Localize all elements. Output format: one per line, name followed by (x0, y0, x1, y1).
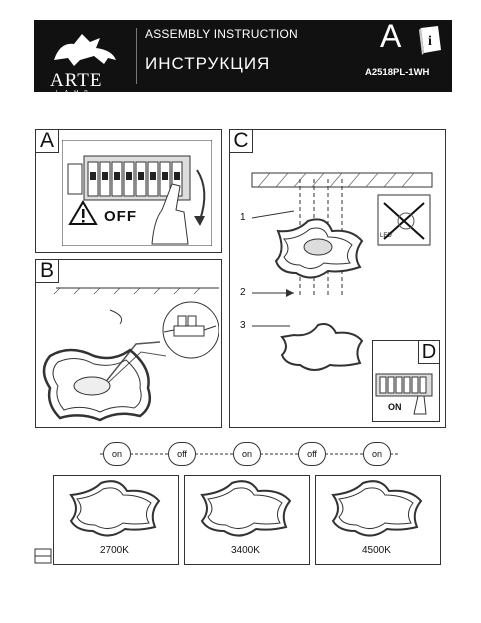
svg-text:i: i (428, 34, 432, 49)
header-divider (136, 28, 137, 84)
wiring-connection-illustration (36, 282, 219, 425)
manual-book-icon (418, 24, 444, 56)
led-label: LED (380, 233, 392, 239)
header-bar (34, 18, 452, 96)
brand-subtitle: LAMP (56, 90, 94, 96)
warning-triangle-icon (68, 200, 98, 226)
callout-3: 3 (240, 320, 246, 331)
panel-d-label-box (418, 340, 440, 364)
panel-b-label: B (36, 260, 59, 283)
breaker-on-illustration (374, 368, 436, 416)
section-letter: A (380, 18, 402, 54)
model-code: A2518PL-1WH (365, 67, 430, 78)
switch-state-3: on (233, 442, 261, 466)
switch-state-2: off (168, 442, 196, 466)
panel-d-label: D (421, 341, 437, 363)
brand-name: ARTE (50, 70, 103, 91)
temp-label-1: 2700K (100, 545, 129, 556)
breaker-off-illustration (62, 140, 212, 246)
switch-state-4: off (298, 442, 326, 466)
panel-a-label: A (36, 130, 59, 153)
temp-label-3: 4500K (362, 545, 391, 556)
switch-state-5: on (363, 442, 391, 466)
star-lamp-outlines (53, 475, 439, 545)
temp-label-2: 3400K (231, 545, 260, 556)
on-indicator-text: ON (388, 402, 402, 412)
off-warning-text: OFF (104, 208, 137, 225)
griffin-logo-icon (34, 20, 134, 70)
panel-c-label: C (230, 130, 253, 153)
callout-1: 1 (240, 212, 246, 223)
switch-state-1: on (103, 442, 131, 466)
callout-2: 2 (240, 287, 246, 298)
title-english: ASSEMBLY INSTRUCTION (145, 27, 298, 41)
wall-switch-icon (34, 548, 52, 564)
title-russian: ИНСТРУКЦИЯ (145, 54, 271, 73)
